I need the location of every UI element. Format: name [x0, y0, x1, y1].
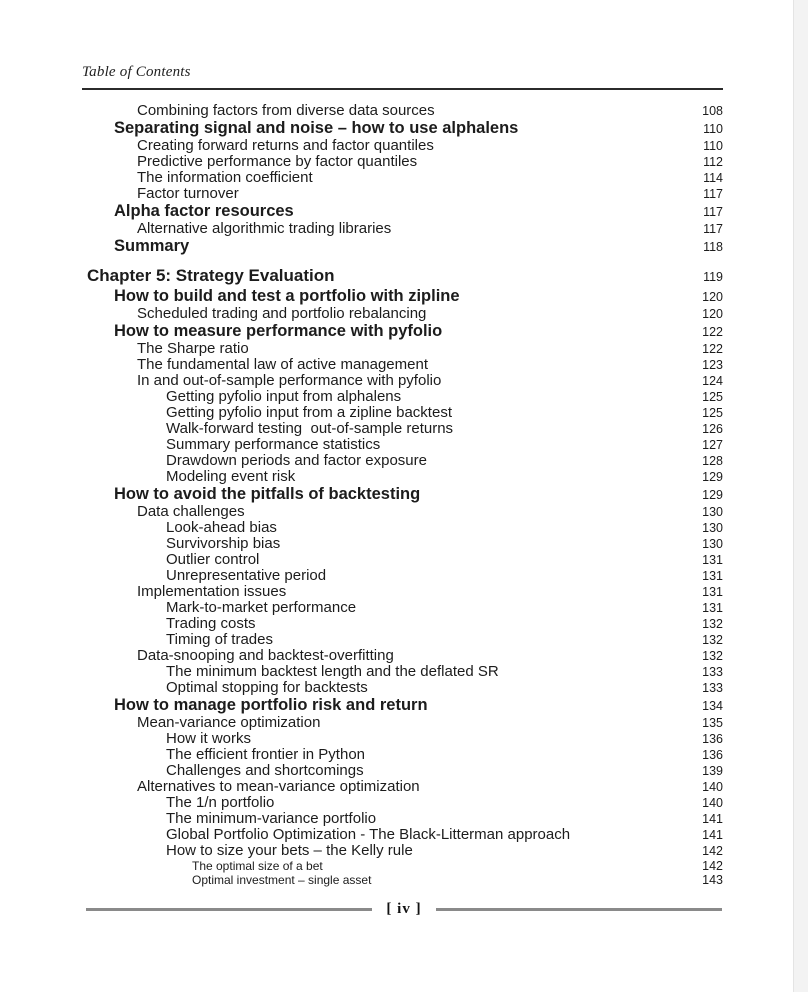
toc-entry [82, 680, 723, 696]
toc-entry [82, 731, 723, 747]
toc-entry-page: 141 [702, 828, 723, 842]
toc-entry-page: 119 [703, 270, 723, 284]
toc-entry [82, 827, 723, 843]
toc-entry-page: 117 [703, 222, 723, 236]
toc-entry [82, 584, 723, 600]
toc-entry [82, 202, 723, 221]
toc-entry-page: 131 [702, 569, 723, 583]
toc-entry-page: 108 [702, 104, 723, 118]
toc-entry-page: 136 [702, 748, 723, 762]
toc-entry [82, 186, 723, 202]
page-edge-stripe [793, 0, 808, 992]
toc-entry-label: Predictive performance by factor quantiles [137, 154, 418, 170]
toc-entry [82, 664, 723, 680]
toc-entry-page: 133 [702, 665, 723, 679]
toc-entry-label: How to avoid the pitfalls of backtesting [114, 485, 421, 503]
toc-entry-label: The fundamental law of active management [137, 357, 428, 373]
toc-entry [82, 715, 723, 731]
toc-entry-label: Challenges and shortcomings [166, 763, 364, 779]
toc-entry-page: 142 [702, 844, 723, 858]
toc-entry-label: Combining factors from diverse data sources [137, 103, 435, 119]
toc-entry-label: Data-snooping and backtest-overfitting [137, 648, 394, 664]
toc-entry-label: Alternative algorithmic trading libraries [137, 221, 392, 237]
toc-entry-page: 123 [702, 358, 723, 372]
toc-entry [82, 373, 723, 389]
footer-page-number: [ iv ] [386, 901, 422, 917]
toc-entry-label: Modeling event risk [166, 469, 296, 485]
toc-entry-label: The 1/n portfolio [166, 795, 275, 811]
toc-entry-page: 134 [702, 699, 723, 713]
toc-entry [82, 421, 723, 437]
toc-entry-page: 117 [703, 205, 723, 219]
page-footer [86, 901, 722, 918]
toc-entry-label: Walk-forward testing out-of-sample returns [166, 421, 454, 437]
toc-entry-page: 140 [702, 796, 723, 810]
toc-entry [82, 616, 723, 632]
toc-entry [82, 256, 723, 287]
toc-entry-label: Unrepresentative period [166, 568, 327, 584]
toc-entry-page: 120 [702, 290, 723, 304]
toc-entry [82, 170, 723, 186]
toc-entry-label: The minimum-variance portfolio [166, 811, 377, 827]
toc-entry-label: Trading costs [166, 616, 256, 632]
toc-entry-page: 124 [702, 374, 723, 388]
toc-entry [82, 747, 723, 763]
toc-entry [82, 600, 723, 616]
toc-entry-label: Mean-variance optimization [137, 715, 321, 731]
toc-entry-page: 125 [702, 406, 723, 420]
toc-entry-label: The Sharpe ratio [137, 341, 249, 357]
toc-entry [82, 632, 723, 648]
toc-entry [82, 648, 723, 664]
toc-entry-label: Implementation issues [137, 584, 287, 600]
toc-entry [82, 504, 723, 520]
toc-entry-page: 135 [702, 716, 723, 730]
toc-entry [82, 696, 723, 715]
toc-entry-label: Outlier control [166, 552, 260, 568]
toc-entry-page: 133 [702, 681, 723, 695]
toc-entry-page: 122 [702, 342, 723, 356]
toc-entry [82, 469, 723, 485]
toc-entry-label: How to manage portfolio risk and return [114, 696, 428, 714]
toc-entry-label: The optimal size of a bet [192, 859, 323, 873]
toc-entry-page: 117 [703, 187, 723, 201]
toc-entry [82, 552, 723, 568]
toc-entry [82, 873, 723, 887]
toc-entry [82, 763, 723, 779]
toc-entry [82, 485, 723, 504]
toc-entry [82, 357, 723, 373]
toc-entry-page: 142 [702, 859, 723, 873]
toc-entry-page: 126 [702, 422, 723, 436]
toc-entry-label: Separating signal and noise – how to use alphalens [114, 119, 519, 137]
toc-entry-page: 114 [703, 171, 723, 185]
toc-entry-page: 130 [702, 521, 723, 535]
toc-entry-label: Look-ahead bias [166, 520, 277, 536]
toc-entry-page: 120 [702, 307, 723, 321]
toc-entry-page: 112 [703, 155, 723, 169]
page-header [82, 63, 722, 81]
toc-entry [82, 779, 723, 795]
toc-entry [82, 119, 723, 138]
toc-entry [82, 568, 723, 584]
toc-entry-label: The minimum backtest length and the deflated SR [166, 664, 499, 680]
toc-entry-page: 140 [702, 780, 723, 794]
toc-entry [82, 237, 723, 256]
toc-entry [82, 306, 723, 322]
toc-entry-label: Survivorship bias [166, 536, 281, 552]
toc-entry [82, 520, 723, 536]
toc-entry-label: Timing of trades [166, 632, 273, 648]
toc-entry-label: How to size your bets – the Kelly rule [166, 843, 413, 859]
toc-entry [82, 536, 723, 552]
toc-entry-label: Creating forward returns and factor quantiles [137, 138, 434, 154]
toc-entry-page: 125 [702, 390, 723, 404]
toc-entry-page: 130 [702, 505, 723, 519]
toc-entry [82, 138, 723, 154]
toc-entry [82, 795, 723, 811]
toc-entry [82, 843, 723, 859]
toc-entry [82, 859, 723, 873]
toc-entry [82, 389, 723, 405]
toc-entry-label: Optimal stopping for backtests [166, 680, 368, 696]
toc-entry-label: Getting pyfolio input from alphalens [166, 389, 402, 405]
toc-entry-label: Chapter 5: Strategy Evaluation [87, 266, 335, 285]
toc-entry-page: 118 [703, 240, 723, 254]
toc-entry-page: 143 [702, 873, 723, 887]
toc-entry-label: The efficient frontier in Python [166, 747, 365, 763]
toc-entry-page: 136 [702, 732, 723, 746]
toc-list [82, 103, 723, 887]
toc-entry-page: 132 [702, 649, 723, 663]
toc-entry-page: 122 [702, 325, 723, 339]
toc-entry [82, 341, 723, 357]
footer-rule-right [436, 908, 722, 911]
toc-entry-label: Summary [114, 237, 190, 255]
toc-entry-page: 130 [702, 537, 723, 551]
toc-entry-page: 110 [703, 122, 723, 136]
toc-entry-page: 129 [702, 470, 723, 484]
toc-entry-label: Summary performance statistics [166, 437, 381, 453]
header-title: Table of Contents [82, 64, 191, 80]
toc-entry-label: How to build and test a portfolio with zipline [114, 287, 460, 305]
toc-entry-page: 141 [702, 812, 723, 826]
toc-entry [82, 221, 723, 237]
toc-entry-label: Global Portfolio Optimization - The Black-Litterman approach [166, 827, 571, 843]
toc-entry-page: 132 [702, 617, 723, 631]
toc-entry-page: 129 [702, 488, 723, 502]
toc-entry-page: 132 [702, 633, 723, 647]
toc-entry [82, 287, 723, 306]
toc-entry [82, 811, 723, 827]
toc-entry [82, 437, 723, 453]
toc-entry-page: 131 [702, 553, 723, 567]
toc-entry-label: In and out-of-sample performance with pyfolio [137, 373, 442, 389]
toc-entry-page: 127 [702, 438, 723, 452]
toc-entry-label: Getting pyfolio input from a zipline backtest [166, 405, 452, 421]
toc-entry-label: Mark-to-market performance [166, 600, 357, 616]
toc-entry-label: Drawdown periods and factor exposure [166, 453, 427, 469]
toc-entry [82, 103, 723, 119]
toc-entry-label: The information coefficient [137, 170, 313, 186]
toc-entry [82, 322, 723, 341]
toc-entry-page: 131 [702, 585, 723, 599]
toc-entry-label: Scheduled trading and portfolio rebalancing [137, 306, 427, 322]
toc-entry [82, 154, 723, 170]
toc-entry-page: 131 [702, 601, 723, 615]
toc-entry-label: Optimal investment – single asset [192, 873, 372, 887]
toc-entry-label: Data challenges [137, 504, 245, 520]
toc-entry [82, 453, 723, 469]
footer-rule-left [86, 908, 372, 911]
toc-entry-label: Alpha factor resources [114, 202, 294, 220]
toc-entry-label: Factor turnover [137, 186, 239, 202]
toc-entry-label: How to measure performance with pyfolio [114, 322, 443, 340]
header-rule [82, 88, 723, 90]
toc-entry-label: How it works [166, 731, 252, 747]
toc-entry [82, 405, 723, 421]
toc-entry-page: 139 [702, 764, 723, 778]
toc-entry-page: 110 [703, 139, 723, 153]
toc-entry-page: 128 [702, 454, 723, 468]
toc-entry-label: Alternatives to mean-variance optimization [137, 779, 420, 795]
